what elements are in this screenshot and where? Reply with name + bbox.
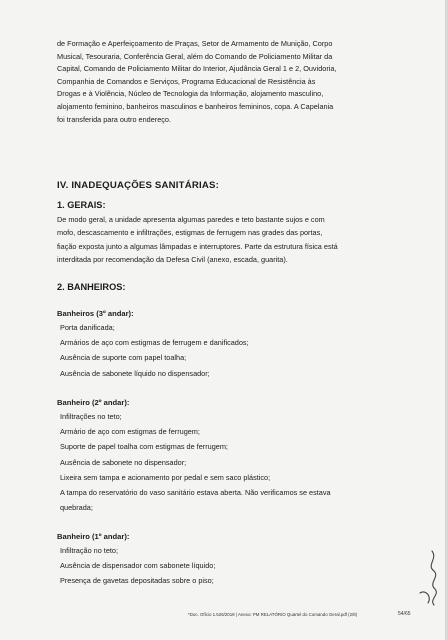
banheiro-1-heading: Banheiro (1º andar): — [57, 532, 130, 541]
list-item: quebrada; — [60, 503, 93, 513]
banheiros-3-heading: Banheiros (3º andar): — [57, 309, 134, 318]
gerais-heading: 1. GERAIS: — [57, 200, 106, 210]
list-item: Porta danificada; — [60, 323, 115, 332]
text-line: de Formação e Aperfeiçoamento de Praças, Setor de Armamento de Munição, Corpo — [57, 39, 333, 48]
text-line: mofo, descascamento e infiltrações, estigmas de ferrugem nas grades das portas, — [57, 228, 323, 238]
text-line: fiação exposta junto a algumas lâmpadas e interruptores. Parte da estrutura física está — [57, 241, 338, 251]
text-line: Capital, Comando de Policiamento Militar do Interior, Ajudância Geral 1 e 2, Ouvidoria, — [57, 64, 337, 74]
list-item: Suporte de papel toalha com estigmas de ferrugem; — [60, 442, 228, 452]
list-item: Ausência de suporte com papel toalha; — [60, 353, 187, 363]
banheiros-3-list — [60, 320, 249, 381]
list-item: Ausência de dispensador com sabonete líquido; — [60, 561, 216, 571]
list-item: Infiltrações no teto; — [60, 412, 122, 421]
list-item: Presença de gavetas depositadas sobre o piso; — [60, 576, 214, 586]
text-line: De modo geral, a unidade apresenta algumas paredes e teto bastante sujos e com — [57, 215, 325, 224]
gerais-paragraph — [57, 213, 393, 267]
text-line: Companhia de Comandos e Serviços, Programa Educacional de Resistência às — [57, 76, 316, 86]
banheiro-1-list — [60, 543, 215, 589]
page-number: 54/65 — [398, 611, 411, 617]
intro-paragraph — [57, 38, 387, 126]
banheiro-2-heading: Banheiro (2º andar): — [57, 398, 130, 407]
list-item: Armário de aço com estigmas de ferrugem; — [60, 427, 200, 437]
handwritten-signature — [402, 545, 442, 615]
text-line: Musical, Tesouraria, Conferência Geral, além do Comando de Policiamento Militar da — [57, 51, 333, 61]
list-item: Lixeira sem tampa e acionamento por pedal e sem saco plástico; — [60, 472, 271, 482]
text-line: interditada por recomendação da Defesa Civil (anexo, escada, guarita). — [57, 255, 288, 265]
list-item: A tampa do reservatório do vaso sanitário estava aberta. Não verificamos se estava — [60, 488, 331, 498]
document-footer: *Doc. Ofício 1.526/2019 | Anexo: PM RELATÓRIO Quartel do Comando Geral.pdf (2/8) — [188, 612, 358, 617]
list-item: Infiltração no teto; — [60, 546, 119, 555]
banheiro-2-list — [60, 409, 331, 515]
banheiros-heading: 2. BANHEIROS: — [57, 282, 126, 292]
list-item: Ausência de sabonete no dispensador; — [60, 457, 187, 467]
text-line: alojamento feminino, banheiros masculinos e banheiros femininos, copa. A Capelania — [57, 101, 334, 111]
list-item: Ausência de sabonete líquido no dispensador; — [60, 368, 210, 378]
section-title: IV. INADEQUAÇÕES SANITÁRIAS: — [57, 180, 219, 191]
text-line: Drogas e à Violência, Núcleo de Tecnologia da Informação, alojamento masculino, — [57, 89, 324, 99]
list-item: Armários de aço com estigmas de ferrugem e danificados; — [60, 338, 249, 348]
text-line: foi transferida para outro endereço. — [57, 114, 171, 124]
